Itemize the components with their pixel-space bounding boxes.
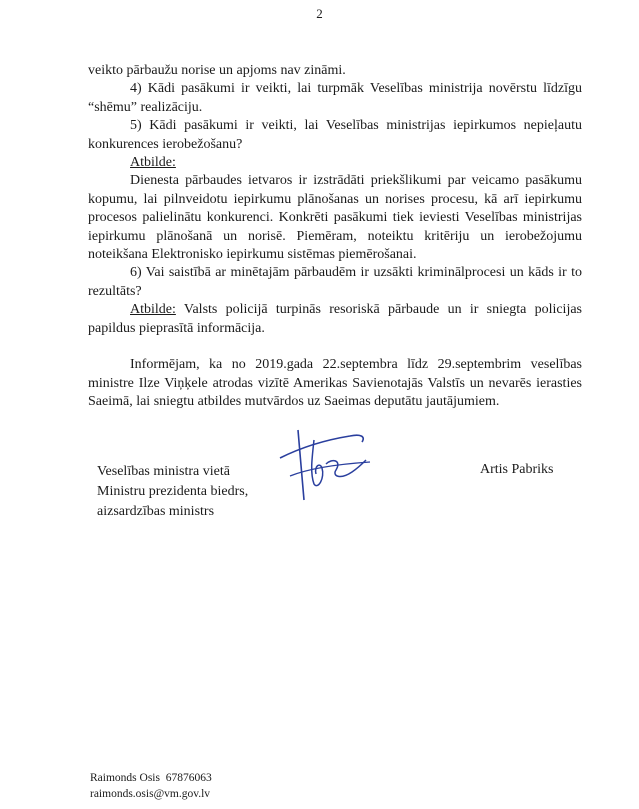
question-5: 5) Kādi pasākumi ir veikti, lai Veselības ministrijas iepirkumos nepieļautu konkurences ierobežošanu? — [88, 118, 582, 152]
answer-5: Dienesta pārbaudes ietvaros ir izstrādāti priekšlikumi par veicamo pasākumu kopumu, lai pilnveidotu iepirkumu plānošanas un norises procesu, kā arī iepirkumu procesos palielinātu konkurenci. Konkrēti pasākumi tiek ieviesti Veselības ministrijas iepirkumu plānošanā un norisē. Piemēram, noteiktu kritēriju un ierobežojumu noteikšana Elektronisko iepirkumu sistēmas piemērošanai. — [88, 173, 582, 263]
answer-6 — [88, 301, 582, 338]
handwritten-signature — [270, 418, 380, 508]
answer-label-text: Atbilde: — [130, 155, 176, 171]
contact-name-phone: Raimonds Osis 67876063 — [90, 772, 212, 784]
signatory-line-2: Ministru prezidenta biedrs, — [97, 484, 249, 499]
page-number: 2 — [316, 6, 323, 21]
question-6: 6) Vai saistībā ar minētajām pārbaudēm ir uzsākti kriminālprocesi un kāds ir to rezultāts? — [88, 265, 582, 299]
letter-body — [88, 62, 582, 411]
signatory-block — [97, 462, 248, 522]
contact-email: raimonds.osis@vm.gov.lv — [90, 788, 211, 800]
answer-6-text: Valsts policijā turpinās resoriskā pārbaude un ir sniegta policijas papildus pieprasītā informācija. — [88, 302, 582, 336]
answer-label-text: Atbilde: — [130, 302, 176, 318]
signatory-line-1: Veselības ministra vietā — [97, 464, 230, 479]
answer-label-5 — [88, 154, 582, 172]
info-paragraph: Informējam, ka no 2019.gada 22.septembra līdz 29.septembrim veselības ministre Ilze Viņķele atrodas vizītē Amerikas Savienotajās Valstīs un nevarēs ierasties Saeimā, lai sniegtu atbildes mutvārdos uz Saeimas deputātu jautājumiem. — [88, 357, 582, 409]
signatory-name: Artis Pabriks — [480, 462, 554, 477]
question-4: 4) Kādi pasākumi ir veikti, lai turpmāk Veselības ministrija novērstu līdzīgu “shēmu” realizāciju. — [88, 81, 582, 115]
footer-contact — [90, 770, 212, 802]
paragraph-continuation: veikto pārbaužu norise un apjoms nav zināmi. — [88, 63, 346, 78]
signatory-line-3: aizsardzības ministrs — [97, 504, 215, 519]
